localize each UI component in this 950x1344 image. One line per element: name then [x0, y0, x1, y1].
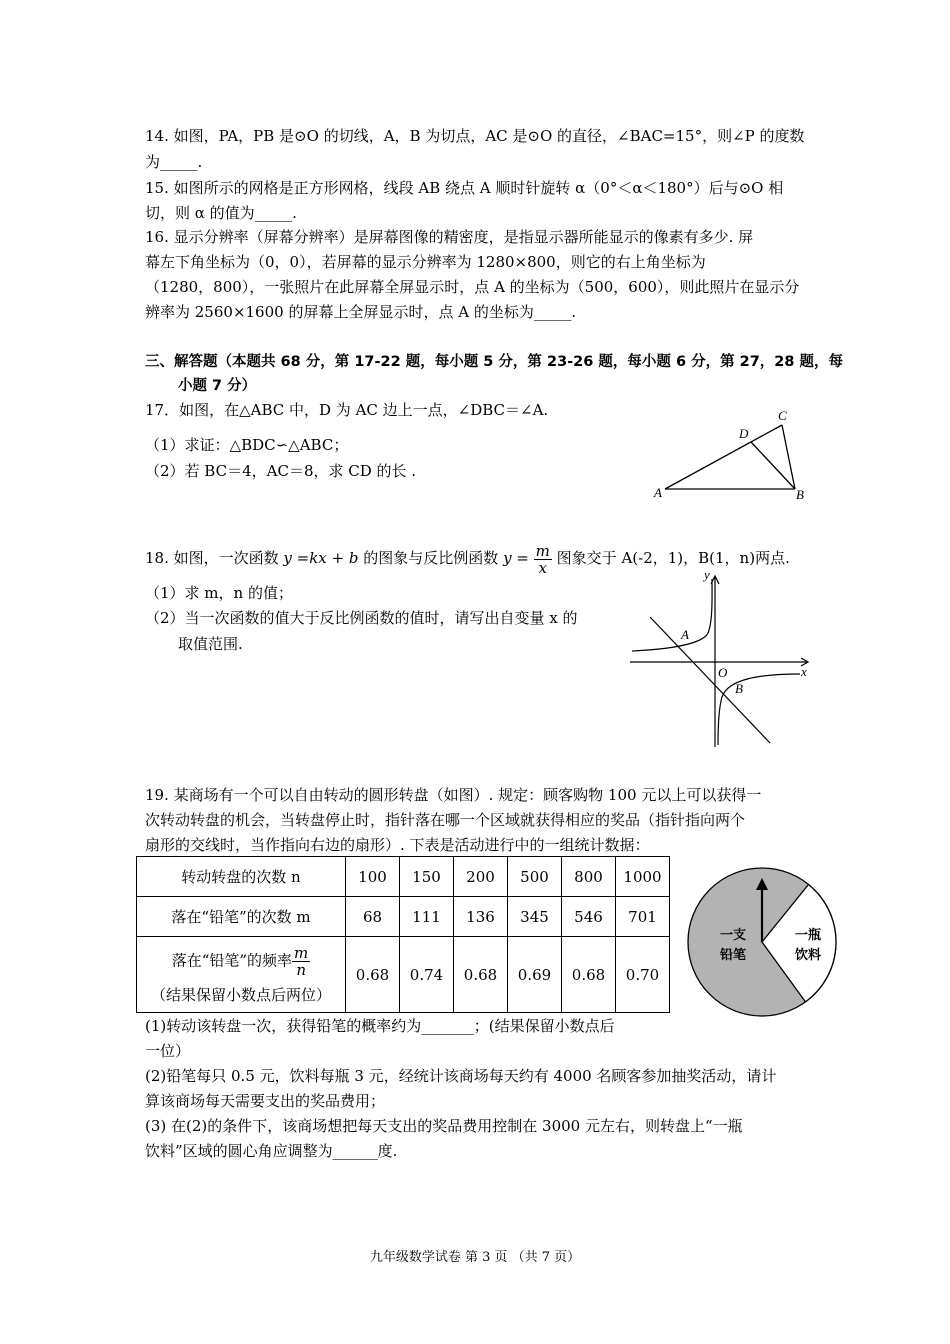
wheel-drink-label-a: 一瓶 — [794, 927, 822, 942]
q18-label-b: B — [735, 681, 743, 696]
table-cell: 0.69 — [508, 937, 562, 1013]
section3-header: 三、解答题（本题共 68 分，第 17-22 题，每小题 5 分，第 23-26 题，每小题 6 分，第 27，28 题，每 — [145, 354, 844, 370]
q19-part3-cont: 饮料”区域的圆心角应调整为______度. — [145, 1142, 398, 1160]
page-footer: 九年级数学试卷 第 3 页 （共 7 页） — [369, 1250, 581, 1265]
row-label-freq — [137, 937, 346, 1013]
table-cell: 0.68 — [454, 937, 508, 1013]
q19-prize-wheel — [684, 864, 840, 1020]
q14-line1: 14. 如图，PA，PB 是⊙O 的切线，A，B 为切点，AC 是⊙O 的直径，∠BAC=15°，则∠P 的度数 — [145, 127, 805, 145]
wheel-pencil-label-b: 铅笔 — [719, 947, 747, 962]
q16-line4: 辨率为 2560×1600 的屏幕上全屏显示时，点 A 的坐标为_____. — [145, 303, 577, 321]
row-label-freq-a: 落在“铅笔”的频率 — [171, 951, 293, 969]
q18-part2: （2）当一次函数的值大于反比例函数的值时，请写出自变量 x 的 — [145, 609, 578, 627]
section3-header-cont: 小题 7 分） — [178, 378, 257, 394]
q16-line1: 16. 显示分辨率（屏幕分辨率）是屏幕图像的精密度，是指显示器所能显示的像素有多少. 屏 — [145, 228, 754, 246]
q17-label-b: B — [796, 487, 804, 502]
freq-frac-num: m — [294, 943, 309, 962]
table-cell: 150 — [400, 857, 454, 897]
q18-inverse-eq-lhs: y = — [503, 549, 529, 567]
table-cell: 500 — [508, 857, 562, 897]
table-row — [137, 937, 670, 1013]
wheel-drink-label-b: 饮料 — [794, 947, 822, 962]
q15-line1: 15. 如图所示的网格是正方形网格，线段 AB 绕点 A 顺时针旋转 α（0°＜α＜180°）后与⊙O 相 — [145, 179, 784, 197]
table-cell: 100 — [346, 857, 400, 897]
table-cell: 111 — [400, 897, 454, 937]
table-cell: 68 — [346, 897, 400, 937]
q19-line3: 扇形的交线时，当作指向右边的扇形）. 下表是活动进行中的一组统计数据： — [145, 836, 650, 854]
freq-fraction — [292, 945, 310, 978]
q16-line3: （1280，800），一张照片在此屏幕全屏显示时，点 A 的坐标为（500，600），则此照片在显示分 — [145, 278, 800, 296]
q19-line1: 19. 某商场有一个可以自由转动的圆形转盘（如图）. 规定：顾客购物 100 元以上可以获得一 — [145, 786, 762, 804]
wheel-pencil-label-a: 一支 — [719, 927, 747, 942]
q18-inverse-fraction — [534, 543, 552, 576]
q19-part1-cont: 一位） — [145, 1042, 191, 1060]
q17-part2: （2）若 BC＝4，AC＝8，求 CD 的长 . — [145, 462, 417, 480]
table-row — [137, 897, 670, 937]
q18-part2-cont: 取值范围. — [178, 635, 243, 653]
table-cell: 200 — [454, 857, 508, 897]
q18-function-graph — [625, 565, 815, 750]
table-cell: 0.74 — [400, 937, 454, 1013]
q18-stem-post: 图象交于 A(-2，1)，B(1，n)两点. — [556, 549, 790, 567]
q17-part1: （1）求证：△BDC∽△ABC； — [145, 436, 349, 454]
table-cell: 546 — [562, 897, 616, 937]
q19-line2: 次转动转盘的机会，当转盘停止时，指针落在哪一个区域就获得相应的奖品（指针指向两个 — [145, 811, 746, 829]
q18-label-a: A — [681, 627, 689, 642]
table-cell: 800 — [562, 857, 616, 897]
table-cell: 701 — [616, 897, 670, 937]
q18-frac-num: m — [535, 541, 550, 560]
q19-part3: (3) 在(2)的条件下，该商场想把每天支出的奖品费用控制在 3000 元左右，则转盘上“一瓶 — [145, 1117, 743, 1135]
row-label-freq-b: （结果保留小数点后两位） — [150, 985, 331, 1004]
q18-part1: （1）求 m，n 的值； — [145, 584, 293, 602]
table-cell: 0.68 — [562, 937, 616, 1013]
q17-triangle-figure — [650, 405, 815, 505]
table-cell: 136 — [454, 897, 508, 937]
row-label-m: 落在“铅笔”的次数 m — [137, 897, 346, 937]
freq-frac-den: n — [296, 960, 306, 979]
table-cell: 0.70 — [616, 937, 670, 1013]
table-cell: 0.68 — [346, 937, 400, 1013]
table-row — [137, 857, 670, 897]
q19-part2-cont: 算该商场每天需要支出的奖品费用； — [145, 1092, 386, 1110]
q17-label-a: A — [654, 485, 662, 500]
q18-stem-mid: 的图象与反比例函数 — [363, 549, 499, 567]
q19-stats-table — [136, 856, 670, 1013]
q14-line2: 为_____. — [145, 153, 203, 171]
row-label-n: 转动转盘的次数 n — [137, 857, 346, 897]
q17-label-d: D — [739, 426, 749, 441]
table-cell: 345 — [508, 897, 562, 937]
q16-line2: 幕左下角坐标为（0，0），若屏幕的显示分辨率为 1280×800，则它的右上角坐标为 — [145, 253, 706, 271]
q18-label-x: x — [801, 664, 807, 679]
q18-frac-den: x — [538, 558, 547, 577]
q17-label-c: C — [778, 408, 787, 423]
q18-label-o: O — [718, 665, 728, 680]
q18-linear-eq: y =kx + b — [283, 549, 359, 567]
q15-line2: 切，则 α 的值为_____. — [145, 204, 297, 222]
q18-label-y: y — [704, 567, 710, 582]
table-cell: 1000 — [616, 857, 670, 897]
q19-part1: (1)转动该转盘一次，获得铅笔的概率约为_______；(结果保留小数点后 — [145, 1017, 615, 1035]
q19-part2: (2)铅笔每只 0.5 元，饮料每瓶 3 元，经统计该商场每天约有 4000 名顾客参加抽奖活动，请计 — [145, 1067, 777, 1085]
q17-stem: 17．如图，在△ABC 中，D 为 AC 边上一点，∠DBC＝∠A. — [145, 401, 549, 419]
q18-stem-pre: 18. 如图，一次函数 — [145, 549, 279, 567]
